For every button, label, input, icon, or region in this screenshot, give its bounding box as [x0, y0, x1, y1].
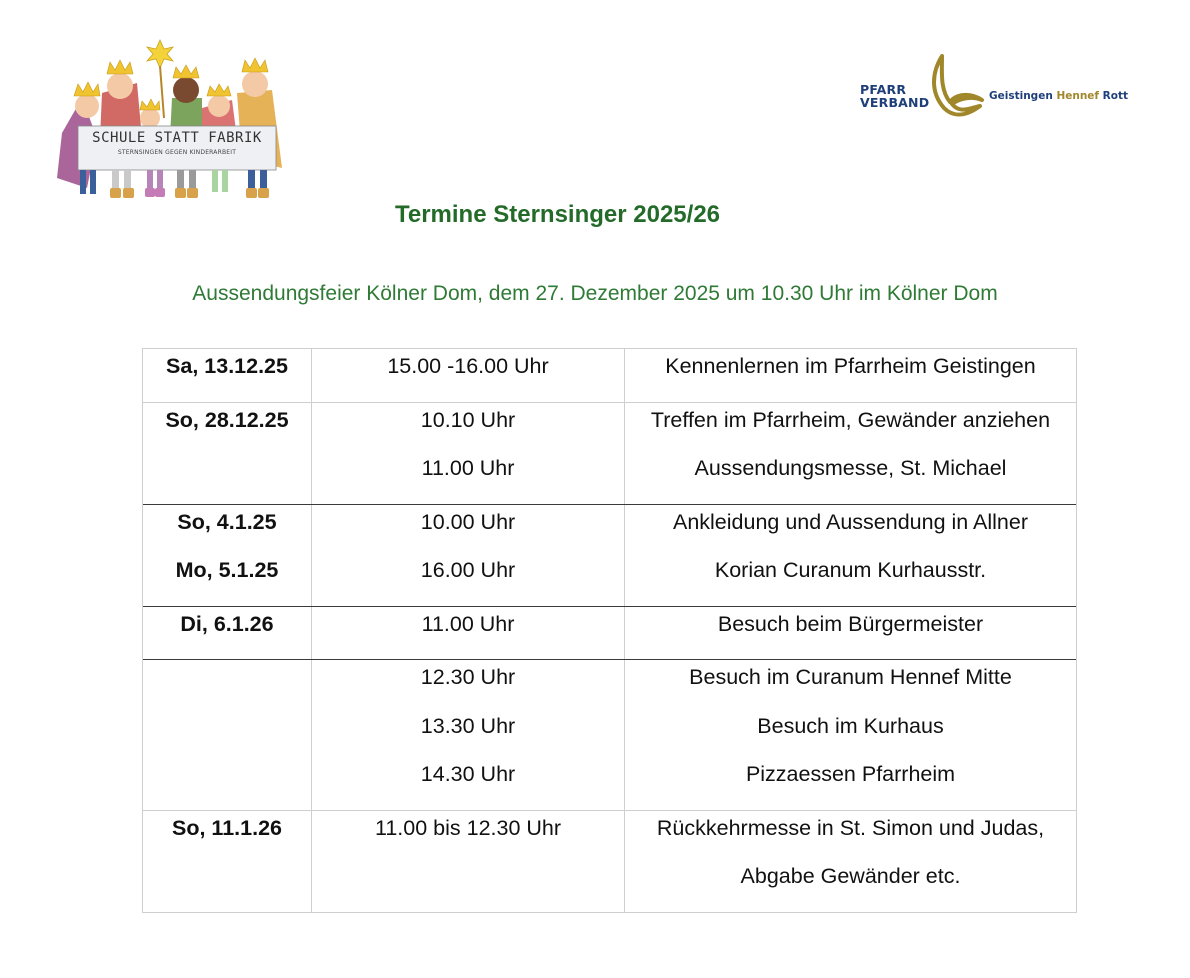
table-row [143, 659, 1076, 810]
banner-main-text: SCHULE STATT FABRIK [92, 130, 262, 146]
table-row [143, 606, 1076, 660]
banner-sub-text: STERNSINGEN GEGEN KINDERARBEIT [117, 149, 237, 156]
event-cell: Besuch beim Bürgermeister [717, 611, 984, 636]
date-cell [143, 660, 312, 810]
date-cell: So, 4.1.25 Mo, 5.1.25 [143, 505, 312, 606]
event-cell: Rückkehrmesse in St. Simon und Judas, Abgabe Gewänder etc. [656, 815, 1045, 888]
page-subtitle: Aussendungsfeier Kölner Dom, dem 27. Dezember 2025 um 10.30 Uhr im Kölner Dom [192, 282, 998, 305]
time-cell: 12.30 Uhr 13.30 Uhr 14.30 Uhr [312, 660, 625, 810]
time-cell: 10.00 Uhr 16.00 Uhr [312, 505, 625, 606]
date-cell: So, 11.1.26 [143, 811, 312, 912]
table-row [143, 504, 1076, 606]
parish-association-logo [858, 54, 1128, 126]
time-cell: 11.00 bis 12.30 Uhr [312, 811, 625, 912]
parish-places: Geistingen Hennef Rott [989, 90, 1129, 102]
time-cell: 10.10 Uhr 11.00 Uhr [312, 403, 625, 504]
event-cell: Besuch im Curanum Hennef Mitte Besuch im Kurhaus Pizzaessen Pfarrheim [689, 665, 1012, 786]
page-title: Termine Sternsinger 2025/26 [394, 201, 721, 228]
sternsinger-campaign-logo [52, 38, 286, 208]
time-cell: 11.00 Uhr [312, 607, 625, 660]
date-cell: So, 28.12.25 [143, 403, 312, 504]
children-with-crowns-illustration [52, 38, 286, 208]
table-row [143, 402, 1076, 504]
table-row [143, 349, 1076, 402]
date-cell: Di, 6.1.26 [143, 607, 312, 660]
leaf-flame-icon [930, 54, 988, 124]
event-cell: Ankleidung und Aussendung in Allner Korian Curanum Kurhausstr. [672, 509, 1029, 582]
event-cell: Kennenlernen im Pfarrheim Geistingen [665, 354, 1036, 378]
event-cell: Treffen im Pfarrheim, Gewänder anziehen Aussendungsmesse, St. Michael [650, 407, 1051, 480]
pfarrverband-wordmark: PFARR VERBAND [860, 82, 930, 110]
date-cell: Sa, 13.12.25 [143, 349, 312, 402]
table-row [143, 810, 1076, 912]
schedule-table [142, 348, 1077, 913]
time-cell: 15.00 -16.00 Uhr [312, 349, 625, 402]
